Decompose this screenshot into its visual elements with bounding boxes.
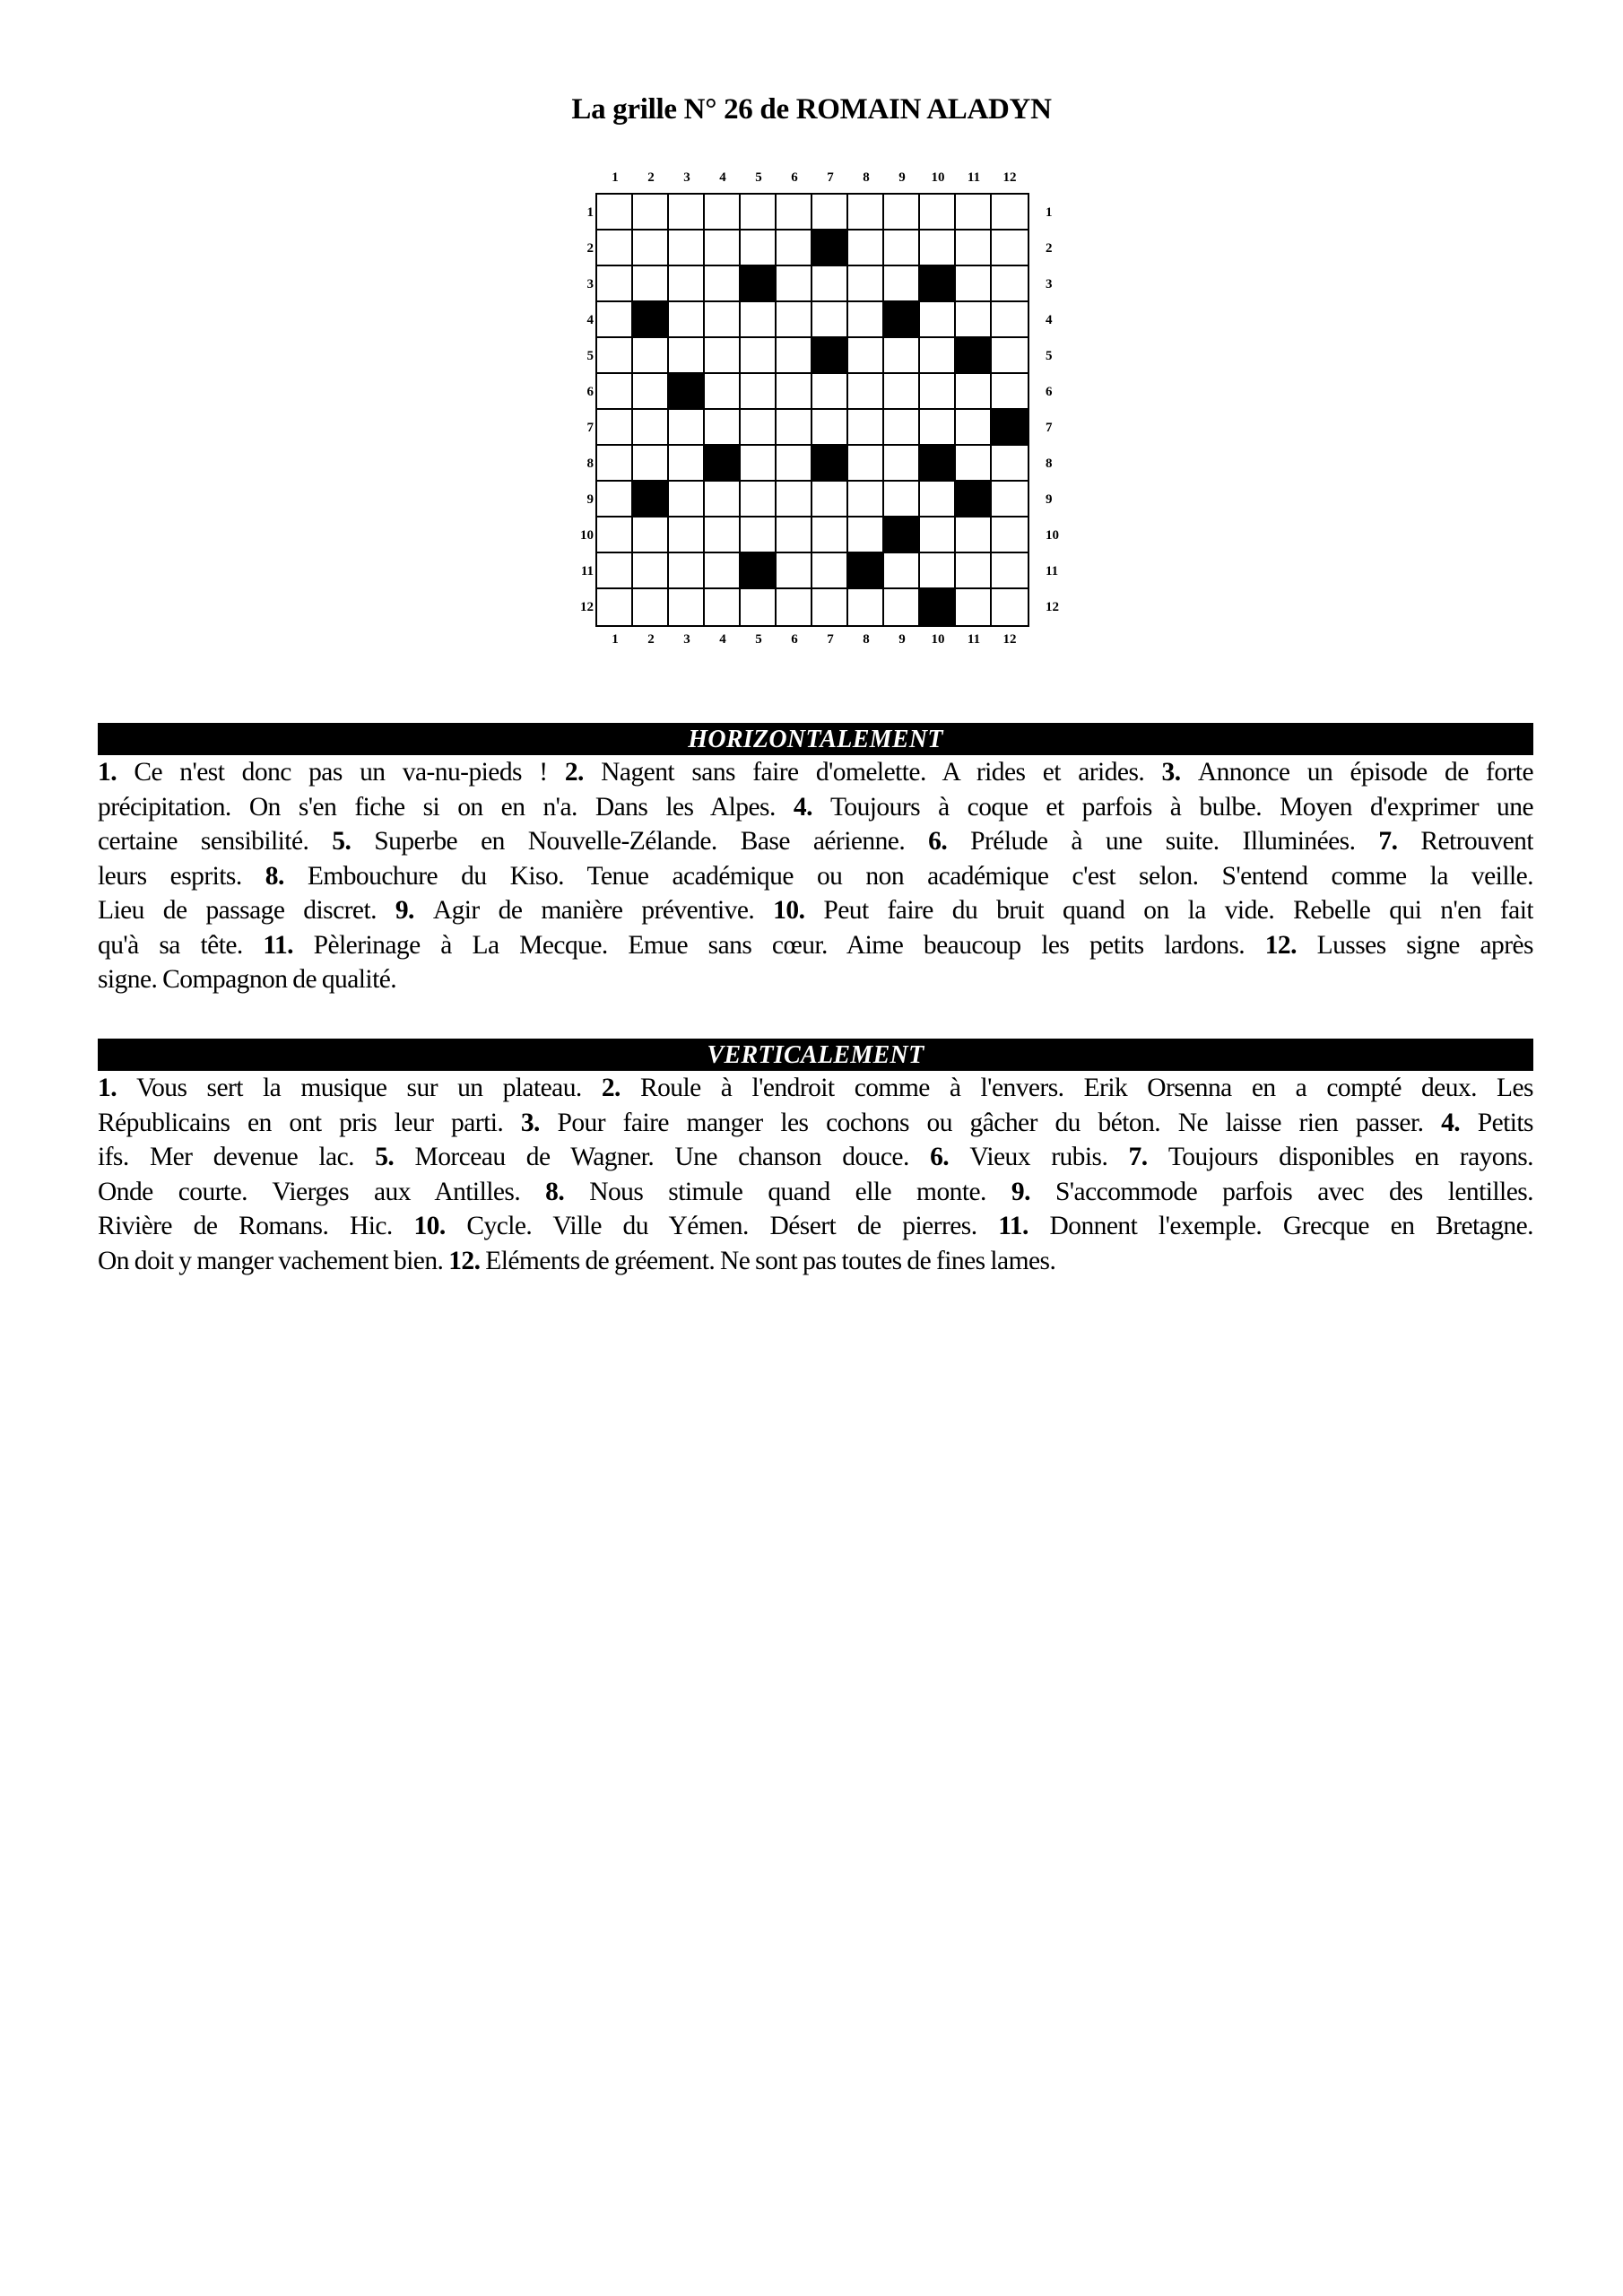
grid-cell[interactable] xyxy=(920,338,956,374)
grid-cell[interactable] xyxy=(633,195,669,230)
row-label: 10 xyxy=(1046,527,1059,543)
column-label: 12 xyxy=(1002,170,1017,185)
grid-cell[interactable] xyxy=(884,410,920,446)
clue-number: 4. xyxy=(1441,1108,1478,1137)
clue-text: Pour faire manger les cochons ou gâcher du béton. Ne laisse rien passer. xyxy=(557,1108,1442,1137)
grid-cell[interactable] xyxy=(992,553,1028,589)
grid-cell[interactable] xyxy=(848,374,884,410)
clue-number: 9. xyxy=(395,896,433,925)
column-label: 10 xyxy=(931,632,945,647)
black-cell xyxy=(741,266,777,302)
clue-line xyxy=(98,1209,1533,1244)
vertical-clues-section xyxy=(98,1039,1533,1278)
clue-text: Embouchure du Kiso. Tenue académique ou non académique c'est selon. S'entend comme la veille. xyxy=(307,861,1533,891)
column-label: 9 xyxy=(898,170,906,185)
grid-cell[interactable] xyxy=(812,195,848,230)
column-label: 10 xyxy=(931,170,945,185)
column-label: 12 xyxy=(1002,632,1017,647)
black-cell xyxy=(848,553,884,589)
grid-cell[interactable] xyxy=(992,302,1028,338)
clue-number: 1. xyxy=(98,758,135,787)
row-label: 1 xyxy=(586,204,594,220)
column-label: 1 xyxy=(612,170,619,185)
grid-cell[interactable] xyxy=(705,589,741,625)
grid-cell[interactable] xyxy=(812,517,848,553)
grid-cell[interactable] xyxy=(812,482,848,517)
clue-line xyxy=(98,824,1533,859)
grid-cell[interactable] xyxy=(777,517,812,553)
grid-cell[interactable] xyxy=(920,410,956,446)
grid-cell[interactable] xyxy=(597,302,633,338)
row-label: 10 xyxy=(580,527,594,543)
grid-cell[interactable] xyxy=(848,195,884,230)
grid-cell[interactable] xyxy=(705,338,741,374)
clue-text: Prélude à une suite. Illuminées. xyxy=(970,827,1379,856)
row-label: 6 xyxy=(586,384,594,399)
grid-cell[interactable] xyxy=(669,446,705,482)
grid-cell[interactable] xyxy=(741,589,777,625)
grid-cell[interactable] xyxy=(597,374,633,410)
column-labels-top xyxy=(597,170,1028,186)
clue-text: Roule à l'endroit comme à l'envers. Erik Orsenna en a compté deux. Les xyxy=(639,1074,1533,1102)
grid-cell[interactable] xyxy=(597,553,633,589)
black-cell xyxy=(920,446,956,482)
grid-cell[interactable] xyxy=(956,517,992,553)
grid-cell[interactable] xyxy=(992,446,1028,482)
black-cell xyxy=(741,553,777,589)
column-label: 7 xyxy=(827,632,834,647)
grid-cell[interactable] xyxy=(741,374,777,410)
grid-cell[interactable] xyxy=(633,446,669,482)
grid-cell[interactable] xyxy=(669,517,705,553)
row-label: 7 xyxy=(1046,420,1053,435)
row-label: 11 xyxy=(1046,563,1059,578)
grid-cell[interactable] xyxy=(920,482,956,517)
row-label: 9 xyxy=(1046,491,1053,507)
grid-cell[interactable] xyxy=(669,410,705,446)
grid-cell[interactable] xyxy=(884,195,920,230)
grid-cell[interactable] xyxy=(705,553,741,589)
clue-line xyxy=(98,1140,1533,1175)
clue-text: leurs esprits. xyxy=(98,861,265,891)
column-label: 3 xyxy=(683,170,690,185)
grid-cell[interactable] xyxy=(992,195,1028,230)
grid-cell[interactable] xyxy=(956,410,992,446)
grid-cell[interactable] xyxy=(884,266,920,302)
clue-line xyxy=(98,790,1533,825)
clue-text: Onde courte. Vierges aux Antilles. xyxy=(98,1177,546,1206)
black-cell xyxy=(884,302,920,338)
clue-text: Lusses signe après xyxy=(1316,930,1533,960)
clue-number: 3. xyxy=(1161,758,1198,787)
grid-cell[interactable] xyxy=(777,446,812,482)
grid-cell[interactable] xyxy=(920,230,956,266)
row-label: 8 xyxy=(1046,456,1053,471)
clue-number: 11. xyxy=(263,930,314,960)
horizontal-heading: HORIZONTALEMENT xyxy=(98,723,1533,755)
clue-line xyxy=(98,893,1533,928)
clue-text: Peut faire du bruit quand on la vide. Rebelle qui n'en fait xyxy=(823,896,1533,925)
row-label: 2 xyxy=(1046,240,1053,256)
grid-cell[interactable] xyxy=(633,230,669,266)
grid-cell[interactable] xyxy=(669,302,705,338)
vertical-clues xyxy=(98,1071,1533,1278)
grid-cell[interactable] xyxy=(705,374,741,410)
grid-cell[interactable] xyxy=(956,553,992,589)
column-label: 3 xyxy=(683,632,690,647)
clue-text: Lieu de passage discret. xyxy=(98,896,395,925)
grid-cell[interactable] xyxy=(920,195,956,230)
row-label: 4 xyxy=(1046,312,1053,327)
grid-cell[interactable] xyxy=(920,553,956,589)
column-label: 4 xyxy=(719,632,726,647)
grid-cell[interactable] xyxy=(992,374,1028,410)
grid-cell[interactable] xyxy=(597,338,633,374)
clue-text: ifs. Mer devenue lac. xyxy=(98,1143,376,1171)
black-cell xyxy=(812,446,848,482)
horizontal-clues-section xyxy=(98,723,1533,997)
grid-cell[interactable] xyxy=(741,410,777,446)
grid-cell[interactable] xyxy=(705,517,741,553)
black-cell xyxy=(669,374,705,410)
grid-cell[interactable] xyxy=(992,482,1028,517)
clue-number: 1. xyxy=(98,1074,137,1102)
column-label: 11 xyxy=(967,170,981,185)
column-label: 9 xyxy=(898,632,906,647)
black-cell xyxy=(705,446,741,482)
grid-cell[interactable] xyxy=(741,446,777,482)
grid-cell[interactable] xyxy=(848,266,884,302)
grid-cell[interactable] xyxy=(669,230,705,266)
clue-number: 8. xyxy=(545,1177,590,1206)
grid-cell[interactable] xyxy=(777,195,812,230)
grid-cell[interactable] xyxy=(669,589,705,625)
clue-text: Morceau de Wagner. Une chanson douce. xyxy=(414,1143,931,1171)
row-label: 8 xyxy=(586,456,594,471)
column-label: 6 xyxy=(791,170,798,185)
grid-cell[interactable] xyxy=(884,230,920,266)
column-label: 8 xyxy=(863,632,870,647)
clue-text: Cycle. Ville du Yémen. Désert de pierres. xyxy=(466,1212,999,1240)
grid-cell[interactable] xyxy=(812,410,848,446)
grid-cell[interactable] xyxy=(777,589,812,625)
row-label: 11 xyxy=(580,563,594,578)
black-cell xyxy=(633,482,669,517)
horizontal-clues xyxy=(98,755,1533,997)
grid-cell[interactable] xyxy=(705,230,741,266)
grid-cell[interactable] xyxy=(992,230,1028,266)
grid-cell[interactable] xyxy=(777,553,812,589)
grid-cell[interactable] xyxy=(992,266,1028,302)
grid-cell[interactable] xyxy=(633,266,669,302)
clue-line xyxy=(98,1244,1533,1279)
clue-text: Toujours disponibles en rayons. xyxy=(1167,1143,1533,1171)
clue-number: 9. xyxy=(1011,1177,1055,1206)
grid-cell[interactable] xyxy=(777,410,812,446)
grid-cell[interactable] xyxy=(848,446,884,482)
clue-text: Vous sert la musique sur un plateau. xyxy=(136,1074,602,1102)
grid-cell[interactable] xyxy=(669,482,705,517)
grid-cell[interactable] xyxy=(777,482,812,517)
column-label: 5 xyxy=(755,170,762,185)
clue-line xyxy=(98,859,1533,894)
clue-number: 2. xyxy=(601,1074,640,1102)
clue-text: Rivière de Romans. Hic. xyxy=(98,1212,414,1240)
clue-text: qu'à sa tête. xyxy=(98,930,264,960)
grid-cell[interactable] xyxy=(741,482,777,517)
clue-line xyxy=(98,1106,1533,1141)
grid-cell[interactable] xyxy=(633,338,669,374)
row-label: 5 xyxy=(1046,348,1053,363)
clue-number: 5. xyxy=(375,1143,415,1171)
row-label: 1 xyxy=(1046,204,1053,220)
black-cell xyxy=(812,230,848,266)
clue-text: Retrouvent xyxy=(1420,827,1533,856)
clue-number: 5. xyxy=(332,827,375,856)
clue-text: Républicains en ont pris leur parti. xyxy=(98,1108,521,1137)
clue-text: Annonce un épisode de forte xyxy=(1197,758,1533,787)
grid-cell[interactable] xyxy=(705,302,741,338)
clue-number: 4. xyxy=(793,792,830,822)
row-label: 6 xyxy=(1046,384,1053,399)
grid-cell[interactable] xyxy=(669,266,705,302)
clue-text: précipitation. On s'en fiche si on en n'a. Dans les Alpes. xyxy=(98,792,794,822)
grid-cell[interactable] xyxy=(705,195,741,230)
row-label: 12 xyxy=(580,599,594,614)
grid-cell[interactable] xyxy=(777,266,812,302)
grid-cell[interactable] xyxy=(669,553,705,589)
row-label: 2 xyxy=(586,240,594,256)
grid-cell[interactable] xyxy=(956,446,992,482)
black-cell xyxy=(633,302,669,338)
grid-cell[interactable] xyxy=(597,482,633,517)
clue-number: 12. xyxy=(1264,930,1317,960)
clue-number: 7. xyxy=(1378,827,1421,856)
grid-cell[interactable] xyxy=(597,517,633,553)
clue-line xyxy=(98,928,1533,963)
grid-cell[interactable] xyxy=(956,374,992,410)
clue-line xyxy=(98,1175,1533,1210)
black-cell xyxy=(812,338,848,374)
grid-cell[interactable] xyxy=(777,374,812,410)
grid-cell[interactable] xyxy=(597,589,633,625)
grid-cell[interactable] xyxy=(633,553,669,589)
grid-cell[interactable] xyxy=(884,553,920,589)
column-label: 6 xyxy=(791,632,798,647)
grid-cell[interactable] xyxy=(992,517,1028,553)
black-cell xyxy=(920,266,956,302)
clue-number: 11. xyxy=(998,1212,1050,1240)
clue-line xyxy=(98,755,1533,790)
crossword-grid xyxy=(595,193,1029,627)
clue-number: 10. xyxy=(413,1212,467,1240)
clue-text: Pèlerinage à La Mecque. Emue sans cœur. Aime beaucoup les petits lardons. xyxy=(313,930,1265,960)
grid-cell[interactable] xyxy=(884,446,920,482)
clue-text: Nagent sans faire d'omelette. A rides et arides. xyxy=(601,758,1162,787)
clue-line xyxy=(98,1071,1533,1106)
clue-text: Toujours à coque et parfois à bulbe. Moyen d'exprimer une xyxy=(829,792,1533,822)
column-labels-bottom xyxy=(597,632,1028,648)
clue-number: 2. xyxy=(564,758,602,787)
row-label: 9 xyxy=(586,491,594,507)
grid-cell[interactable] xyxy=(597,266,633,302)
grid-cell[interactable] xyxy=(848,589,884,625)
grid-cell[interactable] xyxy=(812,553,848,589)
black-cell xyxy=(992,410,1028,446)
column-label: 2 xyxy=(647,170,655,185)
grid-cell[interactable] xyxy=(669,338,705,374)
grid-cell[interactable] xyxy=(777,302,812,338)
grid-cell[interactable] xyxy=(812,302,848,338)
grid-cell[interactable] xyxy=(956,195,992,230)
grid-cell[interactable] xyxy=(848,410,884,446)
grid-cell[interactable] xyxy=(884,338,920,374)
grid-cell[interactable] xyxy=(777,338,812,374)
column-label: 8 xyxy=(863,170,870,185)
row-label: 7 xyxy=(586,420,594,435)
grid-cell[interactable] xyxy=(884,589,920,625)
grid-cell[interactable] xyxy=(777,230,812,266)
grid-cell[interactable] xyxy=(741,195,777,230)
grid-cell[interactable] xyxy=(812,266,848,302)
row-label: 5 xyxy=(586,348,594,363)
clue-text: S'accommode parfois avec des lentilles. xyxy=(1055,1177,1533,1206)
clue-number: 3. xyxy=(520,1108,558,1137)
grid-cell[interactable] xyxy=(633,589,669,625)
black-cell xyxy=(920,589,956,625)
row-label: 4 xyxy=(586,312,594,327)
grid-cell[interactable] xyxy=(633,410,669,446)
grid-cell[interactable] xyxy=(848,517,884,553)
clue-text: signe. Compagnon de qualité. xyxy=(98,965,397,994)
column-label: 4 xyxy=(719,170,726,185)
black-cell xyxy=(956,482,992,517)
grid-cell[interactable] xyxy=(992,338,1028,374)
grid-cell[interactable] xyxy=(848,338,884,374)
grid-cell[interactable] xyxy=(920,374,956,410)
grid-cell[interactable] xyxy=(956,302,992,338)
clue-number: 6. xyxy=(928,827,971,856)
clue-text: Donnent l'exemple. Grecque en Bretagne. xyxy=(1049,1212,1533,1240)
column-label: 2 xyxy=(647,632,655,647)
clue-number: 7. xyxy=(1128,1143,1168,1171)
clue-text: Eléments de gréement. Ne sont pas toutes de fines lames. xyxy=(485,1246,1056,1275)
grid-cell[interactable] xyxy=(597,195,633,230)
black-cell xyxy=(956,338,992,374)
clue-text: On doit y manger vachement bien. xyxy=(98,1246,449,1275)
clue-text: Superbe en Nouvelle-Zélande. Base aérienne. xyxy=(374,827,929,856)
row-labels-right xyxy=(1040,195,1076,625)
grid-cell[interactable] xyxy=(992,589,1028,625)
column-label: 11 xyxy=(967,632,981,647)
clue-text: certaine sensibilité. xyxy=(98,827,333,856)
clue-text: Petits xyxy=(1477,1108,1533,1137)
grid-cell[interactable] xyxy=(705,410,741,446)
grid-cell[interactable] xyxy=(597,446,633,482)
grid-cell[interactable] xyxy=(848,230,884,266)
grid-cell[interactable] xyxy=(597,410,633,446)
column-label: 1 xyxy=(612,632,619,647)
grid-cell[interactable] xyxy=(705,482,741,517)
grid-cell[interactable] xyxy=(848,302,884,338)
grid-cell[interactable] xyxy=(633,374,669,410)
grid-cell[interactable] xyxy=(741,517,777,553)
clue-number: 10. xyxy=(773,896,824,925)
grid-cell[interactable] xyxy=(920,302,956,338)
row-label: 12 xyxy=(1046,599,1059,614)
grid-cell[interactable] xyxy=(956,266,992,302)
grid-cell[interactable] xyxy=(741,230,777,266)
grid-cell[interactable] xyxy=(920,517,956,553)
clue-text: Nous stimule quand elle monte. xyxy=(589,1177,1011,1206)
grid-cell[interactable] xyxy=(812,589,848,625)
crossword-grid-container xyxy=(595,193,1029,627)
grid-cell[interactable] xyxy=(669,195,705,230)
clue-number: 6. xyxy=(930,1143,970,1171)
grid-cell[interactable] xyxy=(884,482,920,517)
clue-number: 12. xyxy=(448,1246,486,1275)
grid-cell[interactable] xyxy=(597,230,633,266)
clue-line xyxy=(98,962,1533,997)
column-label: 7 xyxy=(827,170,834,185)
grid-cell[interactable] xyxy=(956,230,992,266)
grid-cell[interactable] xyxy=(848,482,884,517)
column-label: 5 xyxy=(755,632,762,647)
clue-number: 8. xyxy=(265,861,308,891)
grid-cell[interactable] xyxy=(956,589,992,625)
page-title: La grille N° 26 de ROMAIN ALADYN xyxy=(571,93,1052,126)
grid-cell[interactable] xyxy=(633,517,669,553)
row-label: 3 xyxy=(1046,276,1053,291)
clue-text: Ce n'est donc pas un va-nu-pieds ! xyxy=(134,758,565,787)
black-cell xyxy=(884,517,920,553)
grid-cell[interactable] xyxy=(884,374,920,410)
grid-cell[interactable] xyxy=(812,374,848,410)
clue-text: Agir de manière préventive. xyxy=(432,896,774,925)
clue-text: Vieux rubis. xyxy=(969,1143,1129,1171)
grid-cell[interactable] xyxy=(741,338,777,374)
grid-cell[interactable] xyxy=(705,266,741,302)
grid-cell[interactable] xyxy=(741,302,777,338)
vertical-heading: VERTICALEMENT xyxy=(98,1039,1533,1071)
row-label: 3 xyxy=(586,276,594,291)
